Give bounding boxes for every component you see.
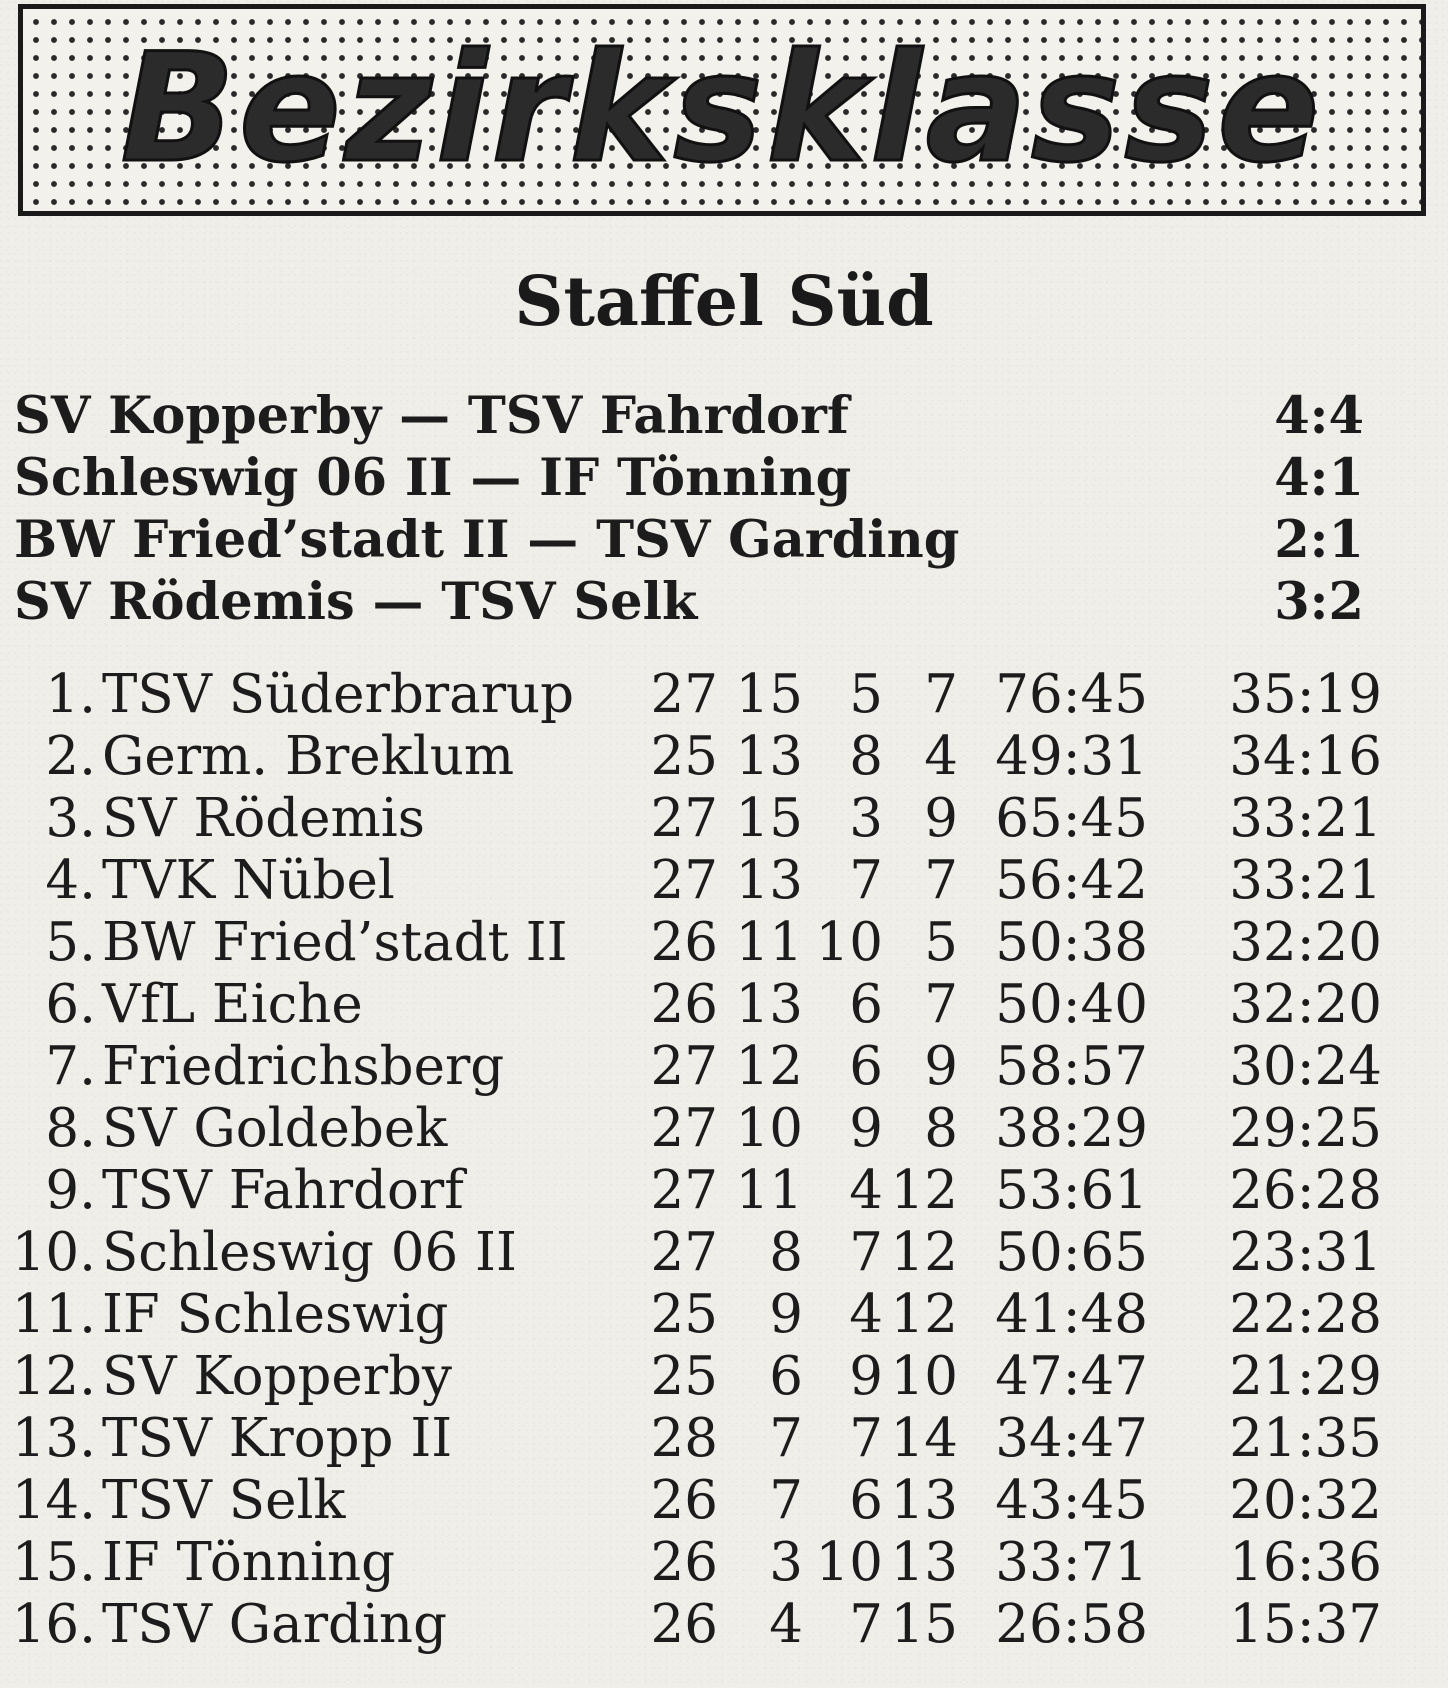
table-games: 27 [650,1036,718,1097]
table-team: TSV Fahrdorf [102,1160,464,1221]
table-games: 26 [650,1470,718,1531]
table-rank: 8. [45,1098,96,1159]
table-games: 25 [650,1284,718,1345]
table-won: 11 [735,912,803,973]
table-drawn: 10 [815,1532,883,1593]
table-won: 15 [735,664,803,725]
table-won: 8 [769,1222,803,1283]
table-goals: 76:45 [995,664,1148,725]
table-points: 29:25 [1229,1098,1382,1159]
table-goals: 38:29 [995,1098,1148,1159]
table-team: TSV Garding [102,1594,447,1655]
table-drawn: 4 [849,1284,883,1345]
table-goals: 50:65 [995,1222,1148,1283]
table-row [0,850,1448,912]
table-games: 26 [650,912,718,973]
table-team: IF Schleswig [102,1284,449,1345]
table-goals: 33:71 [995,1532,1148,1593]
table-games: 25 [650,1346,718,1407]
table-won: 13 [735,850,803,911]
table-won: 7 [769,1470,803,1531]
table-points: 21:29 [1229,1346,1382,1407]
table-team: Friedrichsberg [102,1036,505,1097]
table-lost: 7 [924,850,958,911]
table-row [0,726,1448,788]
result-match: Schleswig 06 II — IF Tönning [14,448,852,508]
table-drawn: 6 [849,1470,883,1531]
table-points: 34:16 [1229,726,1382,787]
table-goals: 41:48 [995,1284,1148,1345]
result-row [14,385,1374,447]
table-drawn: 7 [849,1408,883,1469]
table-games: 27 [650,788,718,849]
result-score: 2:1 [1274,510,1364,570]
title-banner [18,4,1426,216]
table-drawn: 7 [849,1594,883,1655]
result-row [14,509,1374,571]
result-score: 3:2 [1274,572,1364,632]
table-rank: 11. [11,1284,96,1345]
table-points: 32:20 [1229,912,1382,973]
table-goals: 58:57 [995,1036,1148,1097]
table-rank: 5. [45,912,96,973]
table-won: 7 [769,1408,803,1469]
table-lost: 14 [890,1408,958,1469]
table-won: 4 [769,1594,803,1655]
table-team: TSV Selk [102,1470,346,1531]
result-score: 4:4 [1274,386,1364,446]
table-goals: 26:58 [995,1594,1148,1655]
table-games: 27 [650,850,718,911]
table-rank: 9. [45,1160,96,1221]
result-row [14,447,1374,509]
table-games: 26 [650,974,718,1035]
table-rank: 7. [45,1036,96,1097]
table-points: 20:32 [1229,1470,1382,1531]
table-points: 23:31 [1229,1222,1382,1283]
table-lost: 12 [890,1222,958,1283]
table-drawn: 7 [849,1222,883,1283]
table-games: 26 [650,1532,718,1593]
table-row [0,1470,1448,1532]
table-row [0,912,1448,974]
table-games: 27 [650,1160,718,1221]
result-match: SV Kopperby — TSV Fahrdorf [14,386,849,446]
table-team: SV Kopperby [102,1346,452,1407]
table-lost: 13 [890,1470,958,1531]
table-lost: 7 [924,974,958,1035]
table-row [0,1408,1448,1470]
table-won: 13 [735,974,803,1035]
table-row [0,1346,1448,1408]
table-lost: 12 [890,1284,958,1345]
table-won: 11 [735,1160,803,1221]
table-lost: 9 [924,788,958,849]
table-team: SV Rödemis [102,788,425,849]
table-won: 13 [735,726,803,787]
table-lost: 15 [890,1594,958,1655]
table-points: 16:36 [1229,1532,1382,1593]
table-rank: 16. [11,1594,96,1655]
table-goals: 50:38 [995,912,1148,973]
table-lost: 9 [924,1036,958,1097]
table-points: 33:21 [1229,850,1382,911]
table-row [0,1284,1448,1346]
result-row [14,571,1374,633]
table-goals: 53:61 [995,1160,1148,1221]
table-drawn: 9 [849,1098,883,1159]
table-won: 15 [735,788,803,849]
table-lost: 4 [924,726,958,787]
result-match: BW Fried’stadt II — TSV Garding [14,510,960,570]
table-rank: 2. [45,726,96,787]
table-team: BW Fried’stadt II [102,912,568,973]
table-games: 27 [650,664,718,725]
table-points: 26:28 [1229,1160,1382,1221]
table-rank: 10. [11,1222,96,1283]
table-team: SV Goldebek [102,1098,448,1159]
table-points: 35:19 [1229,664,1382,725]
table-lost: 7 [924,664,958,725]
table-rank: 6. [45,974,96,1035]
table-goals: 43:45 [995,1470,1148,1531]
result-score: 4:1 [1274,448,1364,508]
table-lost: 5 [924,912,958,973]
table-row [0,1532,1448,1594]
table-drawn: 9 [849,1346,883,1407]
table-rank: 15. [11,1532,96,1593]
table-team: TVK Nübel [102,850,395,911]
table-lost: 8 [924,1098,958,1159]
table-goals: 56:42 [995,850,1148,911]
table-row [0,1098,1448,1160]
table-goals: 49:31 [995,726,1148,787]
table-goals: 65:45 [995,788,1148,849]
table-games: 27 [650,1098,718,1159]
table-drawn: 4 [849,1160,883,1221]
table-row [0,788,1448,850]
table-goals: 47:47 [995,1346,1148,1407]
table-rank: 3. [45,788,96,849]
table-team: TSV Kropp II [102,1408,453,1469]
standings-table [0,664,1448,1656]
table-row [0,1594,1448,1656]
table-team: Schleswig 06 II [102,1222,517,1283]
table-won: 6 [769,1346,803,1407]
table-games: 28 [650,1408,718,1469]
table-goals: 50:40 [995,974,1148,1035]
table-points: 22:28 [1229,1284,1382,1345]
table-rank: 1. [45,664,96,725]
table-team: IF Tönning [102,1532,396,1593]
table-drawn: 7 [849,850,883,911]
table-row [0,974,1448,1036]
table-drawn: 3 [849,788,883,849]
table-goals: 34:47 [995,1408,1148,1469]
match-results [14,385,1374,633]
table-lost: 13 [890,1532,958,1593]
table-rank: 4. [45,850,96,911]
table-points: 30:24 [1229,1036,1382,1097]
table-row [0,664,1448,726]
table-won: 10 [735,1098,803,1159]
result-match: SV Rödemis — TSV Selk [14,572,698,632]
table-row [0,1222,1448,1284]
table-points: 21:35 [1229,1408,1382,1469]
table-lost: 10 [890,1346,958,1407]
table-points: 15:37 [1229,1594,1382,1655]
table-rank: 12. [11,1346,96,1407]
table-lost: 12 [890,1160,958,1221]
table-row [0,1160,1448,1222]
table-won: 9 [769,1284,803,1345]
table-won: 12 [735,1036,803,1097]
table-rank: 13. [11,1408,96,1469]
table-games: 25 [650,726,718,787]
page-title: Bezirksklasse [120,22,1324,196]
table-drawn: 8 [849,726,883,787]
table-rank: 14. [11,1470,96,1531]
table-points: 33:21 [1229,788,1382,849]
table-points: 32:20 [1229,974,1382,1035]
table-won: 3 [769,1532,803,1593]
table-drawn: 5 [849,664,883,725]
table-drawn: 6 [849,974,883,1035]
table-games: 26 [650,1594,718,1655]
table-games: 27 [650,1222,718,1283]
table-drawn: 6 [849,1036,883,1097]
table-row [0,1036,1448,1098]
table-team: VfL Eiche [102,974,363,1035]
table-team: TSV Süderbrarup [102,664,575,725]
section-subtitle: Staffel Süd [514,262,934,342]
table-team: Germ. Breklum [102,726,515,787]
table-drawn: 10 [815,912,883,973]
